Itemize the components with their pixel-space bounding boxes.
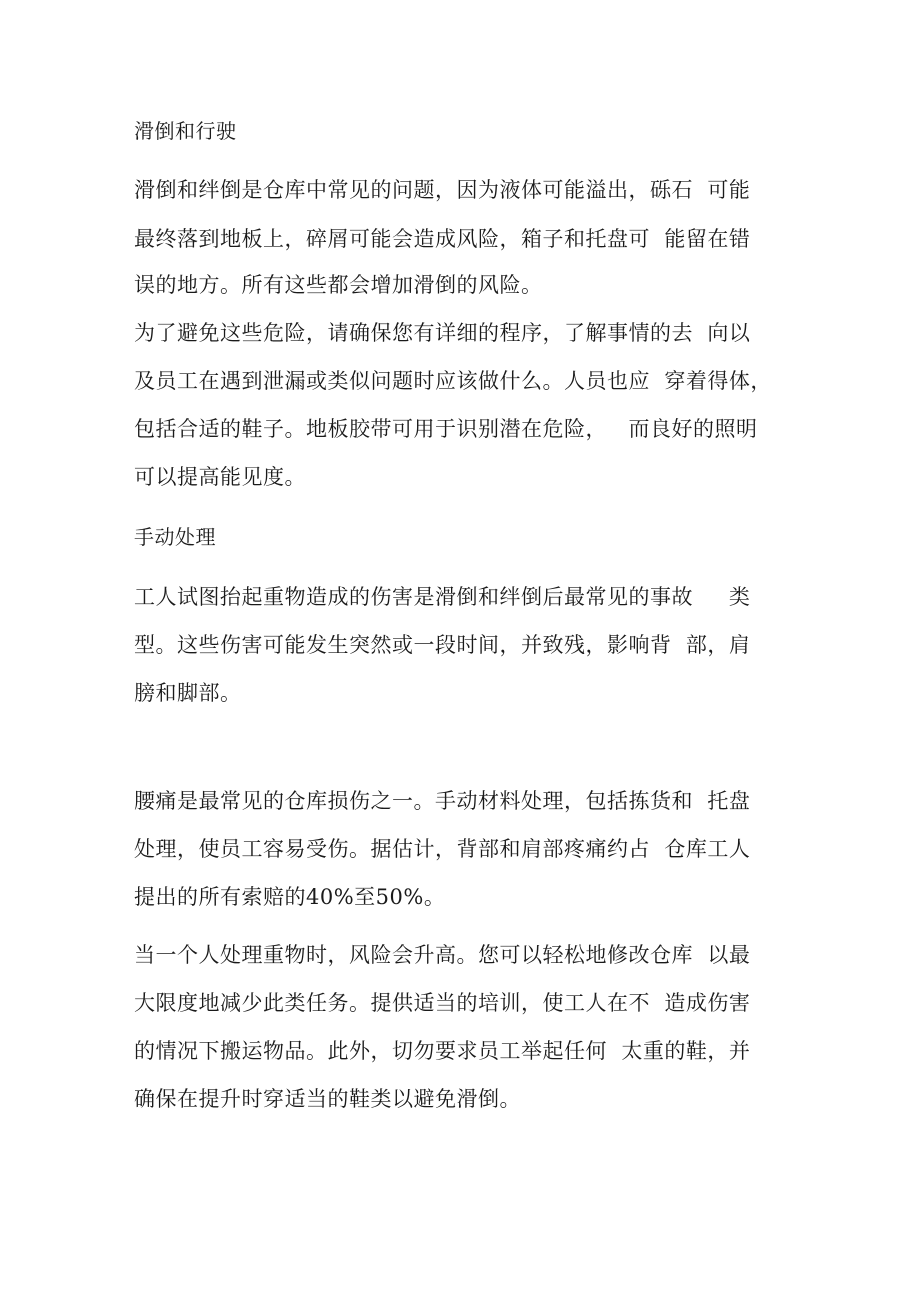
paragraph-line: 误的地方。所有这些都会增加滑倒的风险。 <box>134 273 543 297</box>
section-heading: 滑倒和行驶 <box>134 119 237 143</box>
paragraph-line: 最终落到地板上，碎屑可能会造成风险，箱子和托盘可 能留在错 <box>134 227 751 251</box>
paragraph-line: 大限度地减少此类任务。提供适当的培训，使工人在不 造成伤害 <box>134 991 751 1015</box>
section-heading: 手动处理 <box>134 525 216 549</box>
paragraph-line: 型。这些伤害可能发生突然或一段时间，并致残，影响背 部，肩 <box>134 633 751 657</box>
paragraph-line: 提出的所有索赔的40%至50%。 <box>134 885 446 909</box>
paragraph-line: 工人试图抬起重物造成的伤害是滑倒和绊倒后最常见的事故 类 <box>134 585 751 609</box>
paragraph-line: 及员工在遇到泄漏或类似问题时应该做什么。人员也应 穿着得体， <box>134 369 772 393</box>
paragraph-line: 包括合适的鞋子。地板胶带可用于识别潜在危险， 而良好的照明 <box>134 417 758 441</box>
paragraph-line: 膀和脚部。 <box>134 681 242 705</box>
paragraph-line: 可以提高能见度。 <box>134 465 306 489</box>
paragraph-line: 的情况下搬运物品。此外，切勿要求员工举起任何 太重的鞋，并 <box>134 1039 751 1063</box>
paragraph-line: 处理，使员工容易受伤。据估计，背部和肩部疼痛约占 仓库工人 <box>134 837 751 861</box>
paragraph-line: 滑倒和绊倒是仓库中常见的问题，因为液体可能溢出，砾石 可能 <box>134 178 751 202</box>
paragraph-line: 确保在提升时穿适当的鞋类以避免滑倒。 <box>134 1087 521 1111</box>
paragraph-line: 当一个人处理重物时，风险会升高。您可以轻松地修改仓库 以最 <box>134 943 751 967</box>
paragraph-line: 为了避免这些危险，请确保您有详细的程序，了解事情的去 向以 <box>134 321 751 345</box>
paragraph-line: 腰痛是最常见的仓库损伤之一。手动材料处理，包括拣货和 托盘 <box>134 789 751 813</box>
